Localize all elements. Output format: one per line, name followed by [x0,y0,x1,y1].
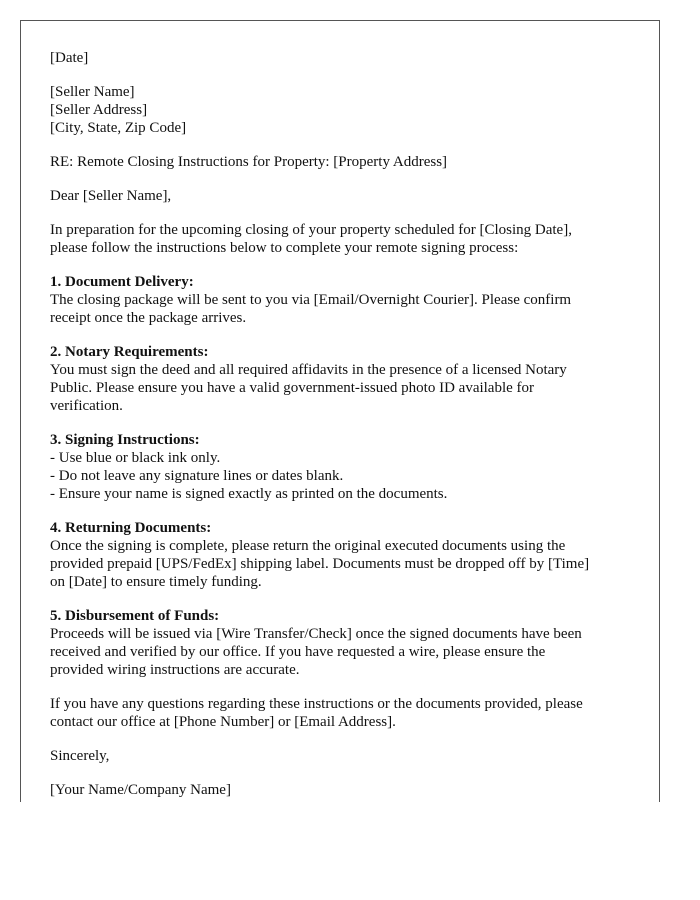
signature-name: [Your Name/Company Name] [50,782,231,798]
section-heading: 4. Returning Documents: [50,520,212,536]
section-line: on [Date] to ensure timely funding. [50,574,262,590]
seller-name: [Seller Name] [50,84,135,100]
section-document-delivery [50,273,640,327]
closing-paragraph [50,695,640,731]
section-line: Public. Please ensure you have a valid government-issued photo ID available for [50,380,535,396]
section-line: verification. [50,398,123,414]
section-heading: 3. Signing Instructions: [50,432,200,448]
section-line: received and verified by our office. If you have requested a wire, please ensure the [50,644,546,660]
section-heading: 1. Document Delivery: [50,274,194,290]
letter-content [50,49,640,799]
letter-page [20,20,660,802]
section-line: Proceeds will be issued via [Wire Transfer/Check] once the signed documents have been [50,626,582,642]
section-line: Once the signing is complete, please return the original executed documents using the [50,538,566,554]
spacer [50,503,640,519]
spacer [50,205,640,221]
section-line: The closing package will be sent to you via [Email/Overnight Courier]. Please confirm [50,292,572,308]
spacer [50,731,640,747]
spacer [50,415,640,431]
section-line: - Use blue or black ink only. [50,450,221,466]
sign-off: Sincerely, [50,748,110,764]
section-disbursement-of-funds [50,607,640,679]
section-line: receipt once the package arrives. [50,310,247,326]
spacer [50,137,640,153]
intro-line: In preparation for the upcoming closing of your property scheduled for [Closing Date], [50,222,572,238]
intro-line: please follow the instructions below to complete your remote signing process: [50,240,519,256]
seller-city-state-zip: [City, State, Zip Code] [50,120,187,136]
spacer [50,257,640,273]
spacer [50,591,640,607]
spacer [50,67,640,83]
section-line: - Do not leave any signature lines or dates blank. [50,468,344,484]
section-line: - Ensure your name is signed exactly as printed on the documents. [50,486,448,502]
section-line: You must sign the deed and all required affidavits in the presence of a licensed Notary [50,362,567,378]
spacer [50,679,640,695]
section-line: provided wiring instructions are accurate. [50,662,300,678]
closing-line: contact our office at [Phone Number] or [Email Address]. [50,714,396,730]
spacer [50,171,640,187]
intro-paragraph [50,221,640,257]
section-heading: 2. Notary Requirements: [50,344,209,360]
section-returning-documents [50,519,640,591]
section-signing-instructions [50,431,640,503]
section-line: provided prepaid [UPS/FedEx] shipping label. Documents must be dropped off by [Time] [50,556,590,572]
spacer [50,327,640,343]
re-line: RE: Remote Closing Instructions for Property: [Property Address] [50,154,448,170]
spacer [50,765,640,781]
seller-address-block [50,83,640,137]
letter-date: [Date] [50,50,89,66]
section-notary-requirements [50,343,640,415]
section-heading: 5. Disbursement of Funds: [50,608,220,624]
closing-line: If you have any questions regarding these instructions or the documents provided, please [50,696,583,712]
seller-address: [Seller Address] [50,102,148,118]
salutation: Dear [Seller Name], [50,188,172,204]
